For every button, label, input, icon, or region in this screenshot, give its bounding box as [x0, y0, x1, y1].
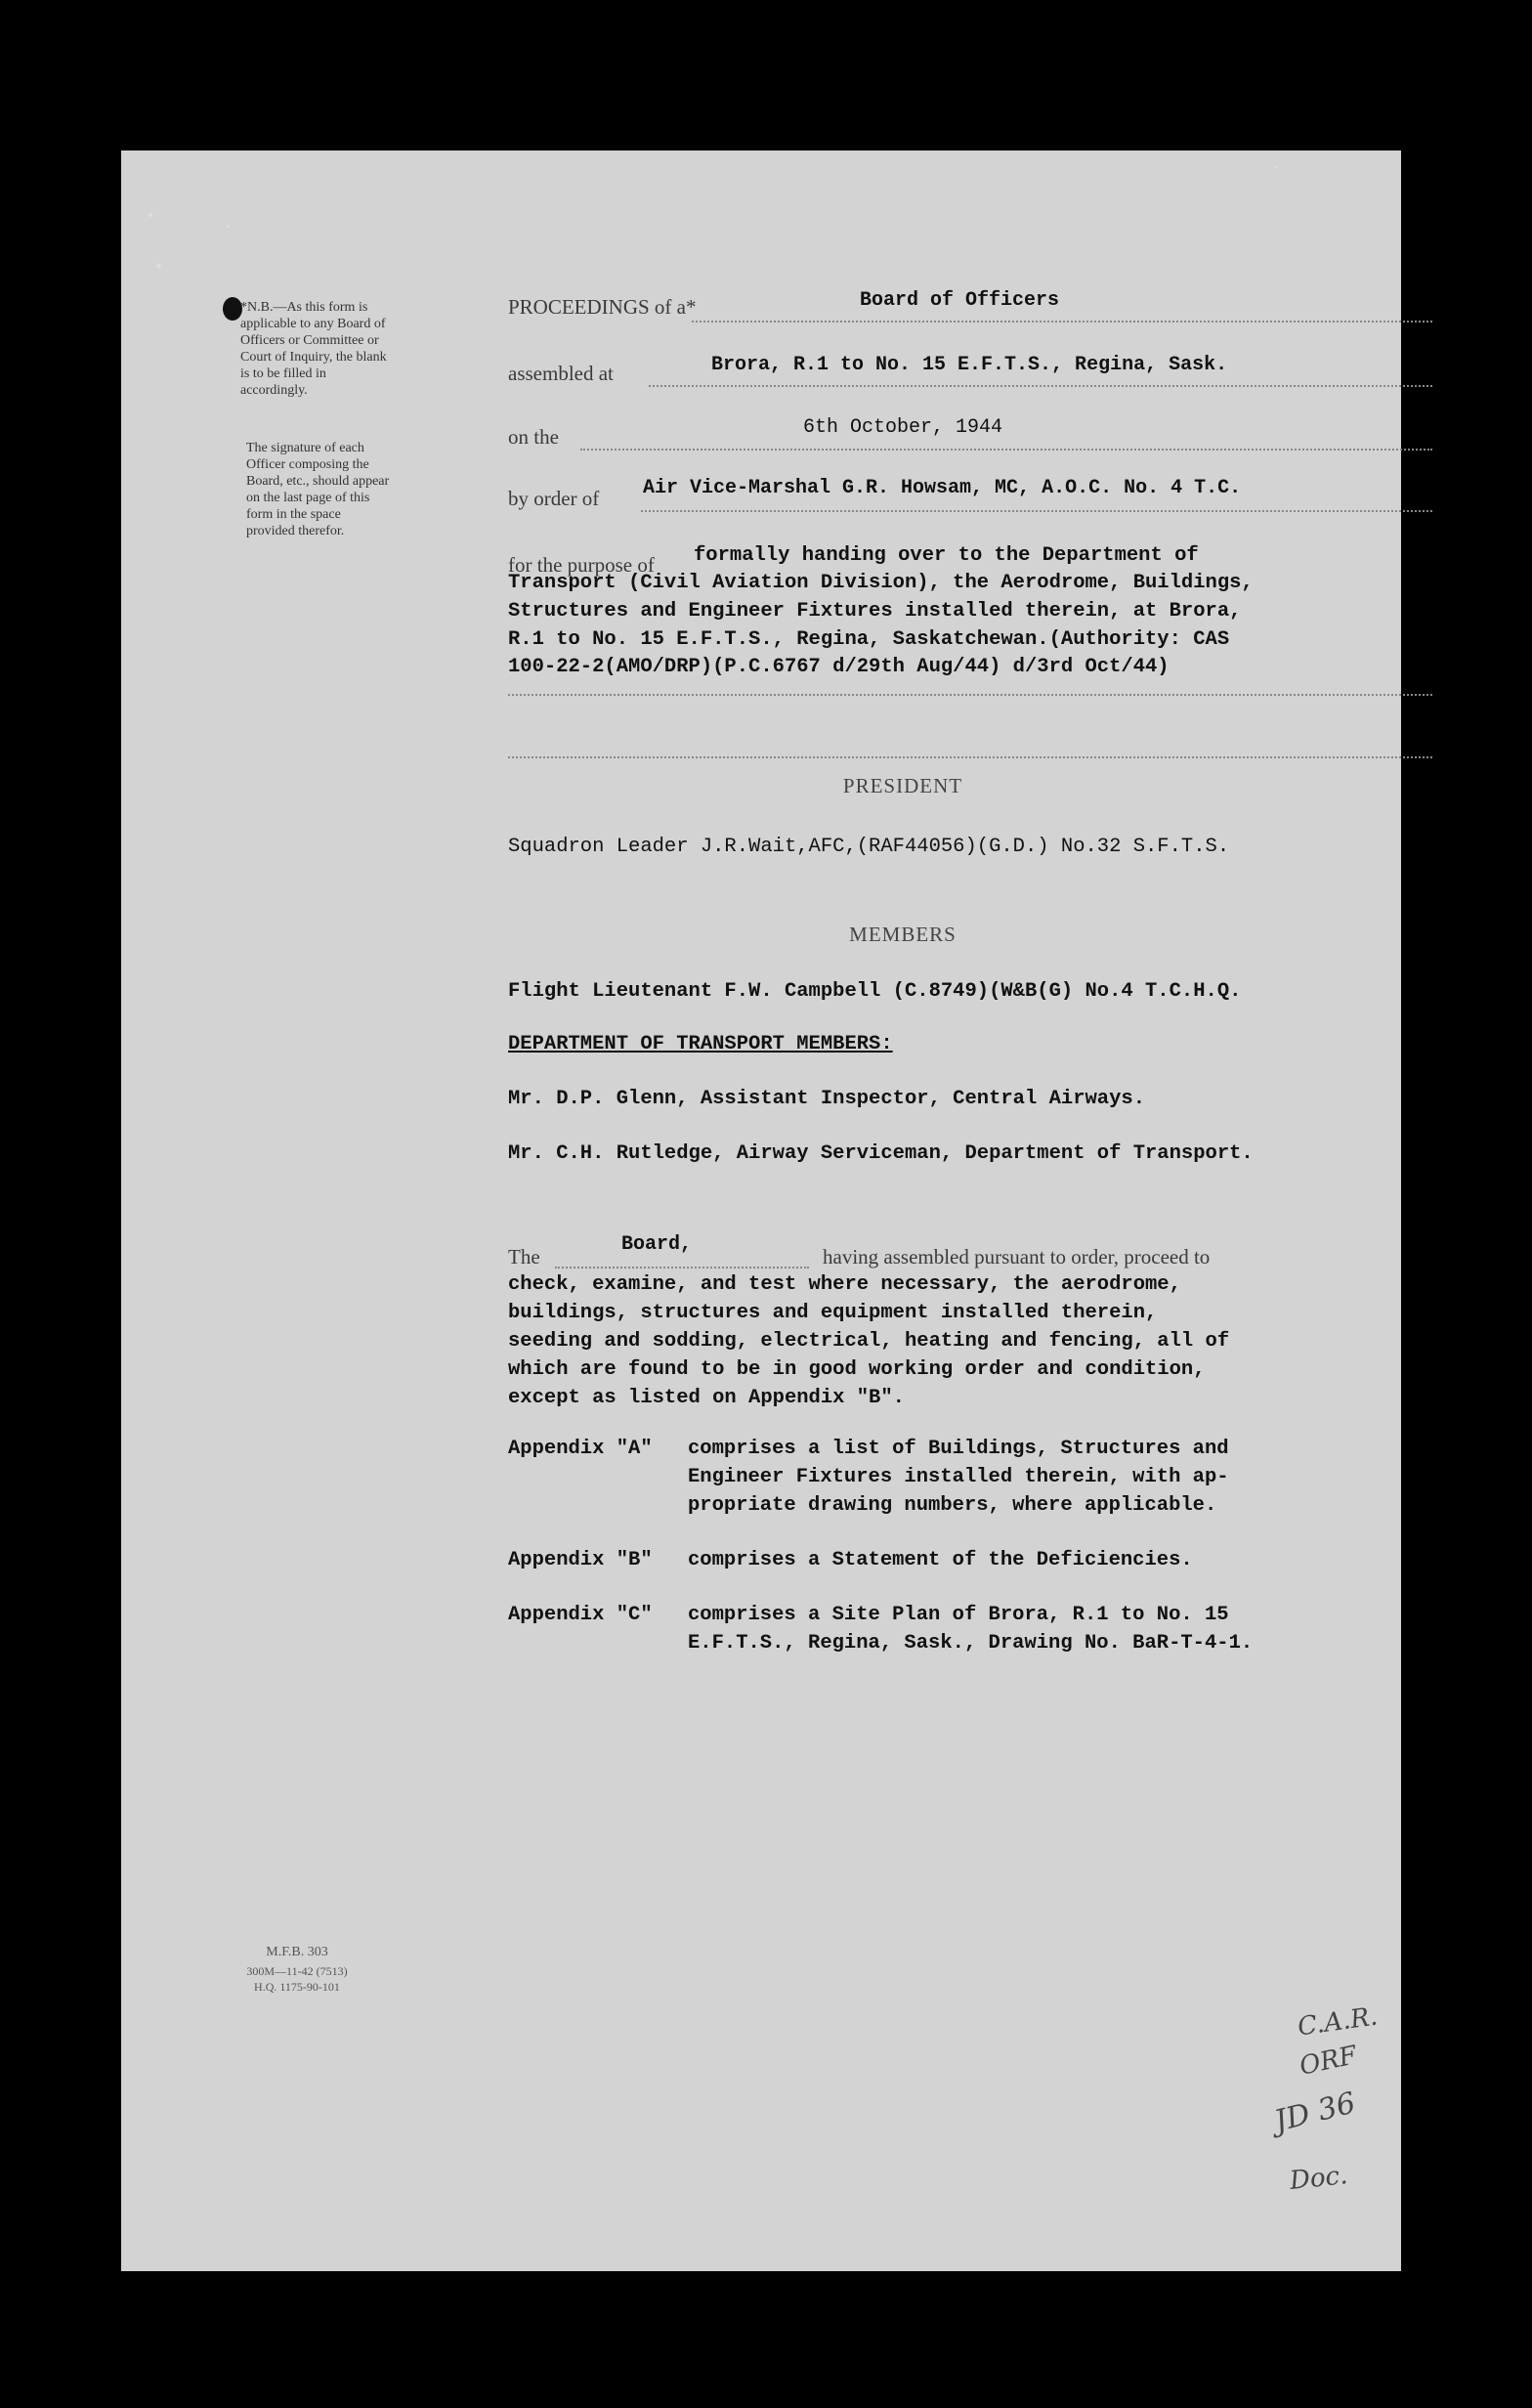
assembled-dotted-line [649, 385, 1432, 387]
border-speck [227, 225, 230, 228]
proceedings-dotted-line [692, 321, 1432, 322]
handwritten-initials-4: Doc. [1288, 2160, 1349, 2197]
dot-member-2: Mr. C.H. Rutledge, Airway Serviceman, Department of Transport. [508, 1142, 1254, 1165]
appendix-a-label: Appendix "A" [508, 1438, 653, 1460]
margin-note-signature: The signature of each Officer composing the Board, etc., should appear on the last page of this form in the space provided therefor. [246, 441, 390, 538]
by-order-label: by order of [508, 487, 600, 510]
border-speck [149, 213, 152, 217]
purpose-dotted-line-a [508, 694, 1432, 696]
members-heading: MEMBERS [849, 923, 957, 946]
statement-line-4: which are found to be in good working order and condition, [508, 1358, 1206, 1381]
purpose-line-1: formally handing over to the Department of [694, 544, 1199, 567]
by-order-value: Air Vice-Marshal G.R. Howsam, MC, A.O.C. No. 4 T.C. [643, 477, 1242, 499]
statement-line-2: buildings, structures and equipment installed therein, [508, 1302, 1158, 1324]
member-name: Flight Lieutenant F.W. Campbell (C.8749)(W&B(G) No.4 T.C.H.Q. [508, 980, 1242, 1003]
purpose-line-5: 100-22-2(AMO/DRP)(P.C.6767 d/29th Aug/44) d/3rd Oct/44) [508, 656, 1170, 678]
on-the-label: on the [508, 425, 559, 449]
statement-dotted-line [555, 1267, 809, 1268]
appendix-a-text: comprises a list of Buildings, Structures and Engineer Fixtures installed therein, with ap- propriate drawing numbers, where applicable. [688, 1438, 1229, 1517]
border-speck [1274, 166, 1278, 168]
date-value: 6th October, 1944 [803, 416, 1003, 439]
dot-members-heading: DEPARTMENT OF TRANSPORT MEMBERS: [508, 1033, 893, 1055]
on-the-dotted-line [580, 449, 1432, 451]
handwritten-initials-1: C.A.R. [1296, 2001, 1380, 2042]
dot-member-1: Mr. D.P. Glenn, Assistant Inspector, Central Airways. [508, 1088, 1146, 1110]
president-name: Squadron Leader J.R.Wait,AFC,(RAF44056)(G.D.) No.32 S.F.T.S. [508, 836, 1230, 858]
form-print-line-2: H.Q. 1175-90-101 [254, 1980, 340, 1994]
statement-line-5: except as listed on Appendix "B". [508, 1387, 905, 1409]
by-order-dotted-line [641, 510, 1432, 512]
proceedings-label: PROCEEDINGS of a* [508, 295, 697, 319]
handwritten-initials-3: JD 36 [1271, 2086, 1359, 2139]
margin-note-nb: *N.B.—As this form is applicable to any Board of Officers or Committee or Court of Inquiry, the blank is to be filled in accordingly. [240, 300, 387, 398]
appendix-b-label: Appendix "B" [508, 1549, 653, 1571]
border-speck [156, 264, 161, 269]
statement-the: The [508, 1245, 540, 1268]
document-page [121, 150, 1401, 2271]
proceedings-value: Board of Officers [860, 289, 1060, 312]
statement-board: Board, [621, 1233, 693, 1256]
president-heading: PRESIDENT [842, 774, 963, 797]
purpose-label: for the purpose of [508, 553, 655, 577]
assembled-label: assembled at [508, 362, 614, 385]
appendix-b-text: comprises a Statement of the Deficiencies. [688, 1549, 1193, 1571]
bullet-mark [223, 297, 242, 321]
appendix-c-label: Appendix "C" [508, 1604, 653, 1626]
purpose-line-3: Structures and Engineer Fixtures installed therein, at Brora, [508, 600, 1242, 623]
form-print-line-1: 300M—11-42 (7513) [246, 1964, 348, 1978]
statement-printed: having assembled pursuant to order, proceed to [823, 1245, 1211, 1268]
purpose-line-2: Transport (Civil Aviation Division), the Aerodrome, Buildings, [508, 572, 1254, 594]
purpose-line-4: R.1 to No. 15 E.F.T.S., Regina, Saskatchewan.(Authority: CAS [508, 628, 1230, 651]
assembled-value: Brora, R.1 to No. 15 E.F.T.S., Regina, Sask. [711, 354, 1228, 376]
appendix-c-text: comprises a Site Plan of Brora, R.1 to No. 15 E.F.T.S., Regina, Sask., Drawing No. BaR-T-4-1. [688, 1604, 1254, 1655]
form-code: M.F.B. 303 [266, 1945, 328, 1959]
purpose-dotted-line-b [508, 756, 1432, 758]
handwritten-initials-2: ORF [1297, 2041, 1360, 2082]
statement-line-1: check, examine, and test where necessary, the aerodrome, [508, 1273, 1181, 1296]
statement-line-3: seeding and sodding, electrical, heating and fencing, all of [508, 1330, 1230, 1353]
